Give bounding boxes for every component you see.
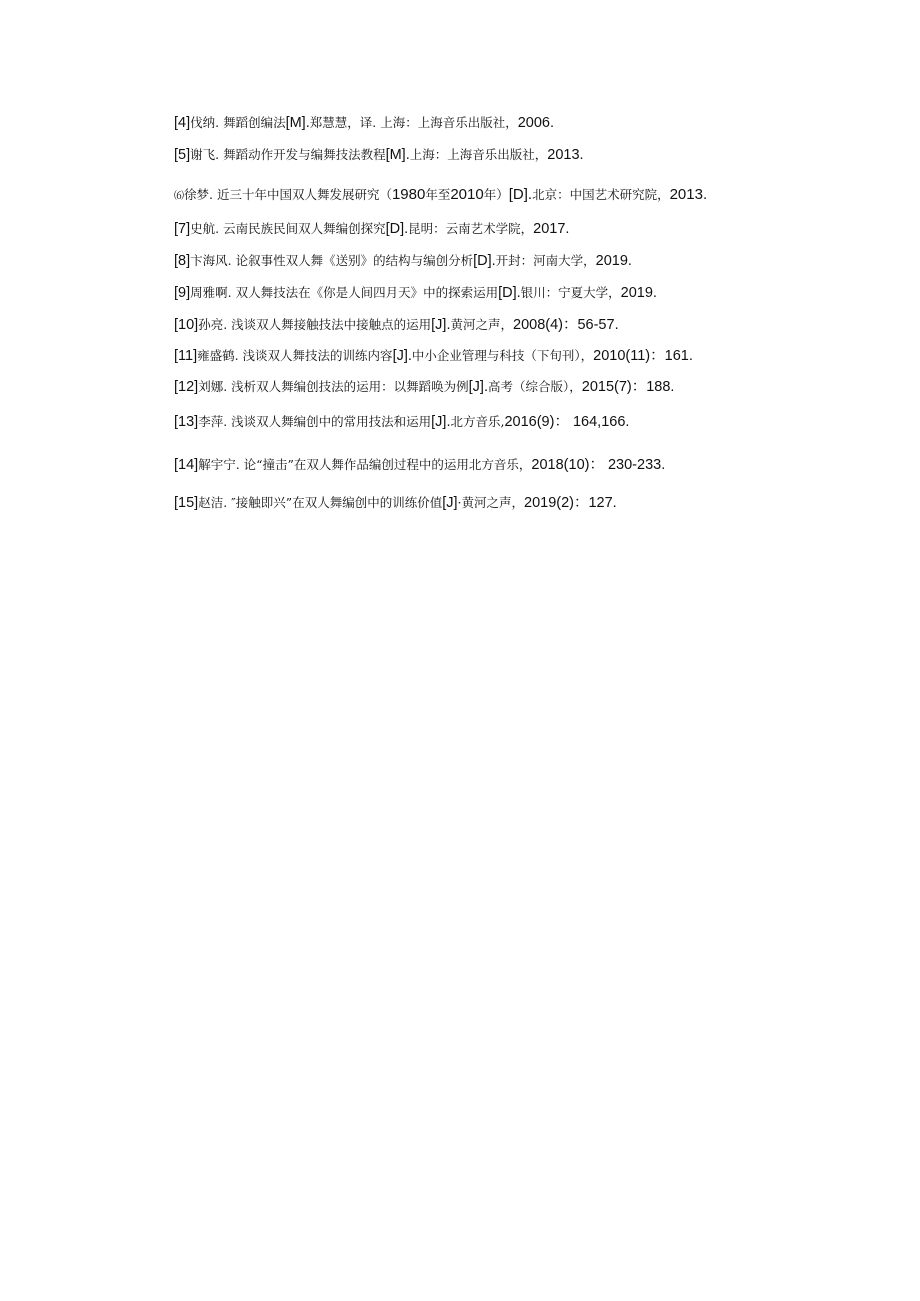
reference-item-12 bbox=[174, 378, 674, 397]
reference-year-pages: 2019(2)：127. bbox=[524, 495, 617, 511]
reference-number: [14] bbox=[174, 457, 199, 473]
reference-item-15 bbox=[174, 494, 617, 513]
reference-text: 谢飞. 舞蹈动作开发与编舞技法教程 bbox=[190, 147, 386, 162]
reference-number: ⑹ bbox=[174, 191, 184, 202]
reference-item-10 bbox=[174, 316, 619, 335]
reference-publisher: 银川：宁夏大学， bbox=[520, 285, 621, 300]
reference-publisher: 中小企业管理与科技（下旬刊）， bbox=[411, 348, 594, 363]
reference-text: 周雅啊. 双人舞技法在《你是人间四月天》中的探索运用 bbox=[190, 285, 499, 300]
reference-type: [D]. bbox=[498, 285, 521, 301]
reference-item-6 bbox=[174, 186, 707, 206]
reference-number: [9] bbox=[174, 285, 191, 301]
reference-item-7 bbox=[174, 220, 569, 239]
reference-text-close: 年） bbox=[483, 187, 509, 202]
reference-item-14 bbox=[174, 456, 665, 475]
reference-year: 2019. bbox=[620, 285, 657, 301]
reference-text: 刘娜. 浅析双人舞编创技法的运用：以舞蹈唤为例 bbox=[198, 379, 469, 394]
reference-text-mid: 年至 bbox=[425, 187, 451, 202]
reference-text: 孙亮. 浅谈双人舞接触技法中接触点的运用 bbox=[198, 317, 432, 332]
reference-number: [13] bbox=[174, 414, 199, 430]
reference-number: [8] bbox=[174, 253, 191, 269]
reference-year-start: 1980 bbox=[391, 186, 426, 203]
reference-year-pages: 2016(9)： 164,166. bbox=[504, 414, 630, 430]
reference-text: 赵洁. ″接触即兴”在双人舞编创中的训练价值 bbox=[198, 495, 443, 510]
reference-type: [D]. bbox=[508, 186, 533, 203]
reference-type: [J] bbox=[442, 495, 458, 511]
reference-year: 2006. bbox=[517, 115, 554, 131]
reference-text: 雍盛鹤. 浅谈双人舞技法的训练内容 bbox=[197, 348, 393, 363]
reference-number: [7] bbox=[174, 221, 191, 237]
reference-number: [12] bbox=[174, 379, 199, 395]
reference-item-11 bbox=[174, 347, 693, 366]
reference-text: 卞海风. 论叙事性双人舞《送别》的结构与编创分析 bbox=[190, 253, 474, 268]
reference-text: 史航. 云南民族民间双人舞编创探究 bbox=[190, 221, 386, 236]
reference-item-4 bbox=[174, 114, 554, 133]
reference-type: [D]. bbox=[385, 221, 409, 237]
reference-number: [4] bbox=[174, 115, 191, 131]
reference-type: [J]. bbox=[468, 379, 488, 395]
reference-publisher: 北方音乐, bbox=[450, 414, 505, 429]
reference-type: [M]. bbox=[385, 147, 410, 163]
reference-type: [D]. bbox=[473, 253, 496, 269]
reference-number: [10] bbox=[174, 317, 199, 333]
reference-text: 解宇宁. 论“撞击”在双人舞作品编创过程中的运用北方音乐， bbox=[198, 457, 532, 472]
reference-publisher: 北京：中国艺术研究院， bbox=[532, 187, 670, 202]
reference-item-13 bbox=[174, 413, 629, 432]
reference-year-pages: 2008(4)：56-57. bbox=[513, 317, 619, 333]
reference-publisher: 昆明：云南艺术学院， bbox=[408, 221, 534, 236]
reference-item-5 bbox=[174, 146, 584, 165]
reference-publisher: 郑慧慧，译. 上海：上海音乐出版社， bbox=[309, 115, 518, 130]
reference-type: [J]. bbox=[431, 414, 451, 430]
reference-text: 徐梦. 近三十年中国双人舞发展研究（ bbox=[184, 187, 392, 202]
reference-publisher: ·黄河之声， bbox=[457, 495, 524, 510]
reference-publisher: 开封：河南大学， bbox=[495, 253, 596, 268]
reference-year: 2019. bbox=[595, 253, 632, 269]
reference-year-pages: 2010(11)：161. bbox=[593, 348, 693, 364]
reference-item-8 bbox=[174, 252, 632, 271]
reference-text: 李萍. 浅谈双人舞编创中的常用技法和运用 bbox=[198, 414, 432, 429]
reference-number: [15] bbox=[174, 495, 199, 511]
reference-year-end: 2010 bbox=[450, 186, 484, 203]
reference-publisher: 黄河之声， bbox=[450, 317, 513, 332]
reference-number: [5] bbox=[174, 147, 191, 163]
reference-year: 2013. bbox=[547, 147, 584, 163]
reference-publisher: 上海：上海音乐出版社， bbox=[409, 147, 548, 162]
reference-type: [M]. bbox=[285, 115, 310, 131]
reference-item-9 bbox=[174, 284, 657, 303]
reference-year: 2017. bbox=[533, 221, 570, 237]
reference-text: 伐纳. 舞蹈创编法 bbox=[190, 115, 286, 130]
reference-publisher: 高考（综合版）， bbox=[487, 379, 582, 394]
reference-type: [J]. bbox=[431, 317, 451, 333]
reference-type: [J]. bbox=[392, 348, 412, 364]
reference-year-pages: 2018(10)： 230-233. bbox=[531, 457, 666, 473]
reference-year-pages: 2015(7)：188. bbox=[581, 379, 675, 395]
reference-number: [11] bbox=[174, 348, 198, 364]
reference-year: 2013. bbox=[669, 186, 708, 203]
